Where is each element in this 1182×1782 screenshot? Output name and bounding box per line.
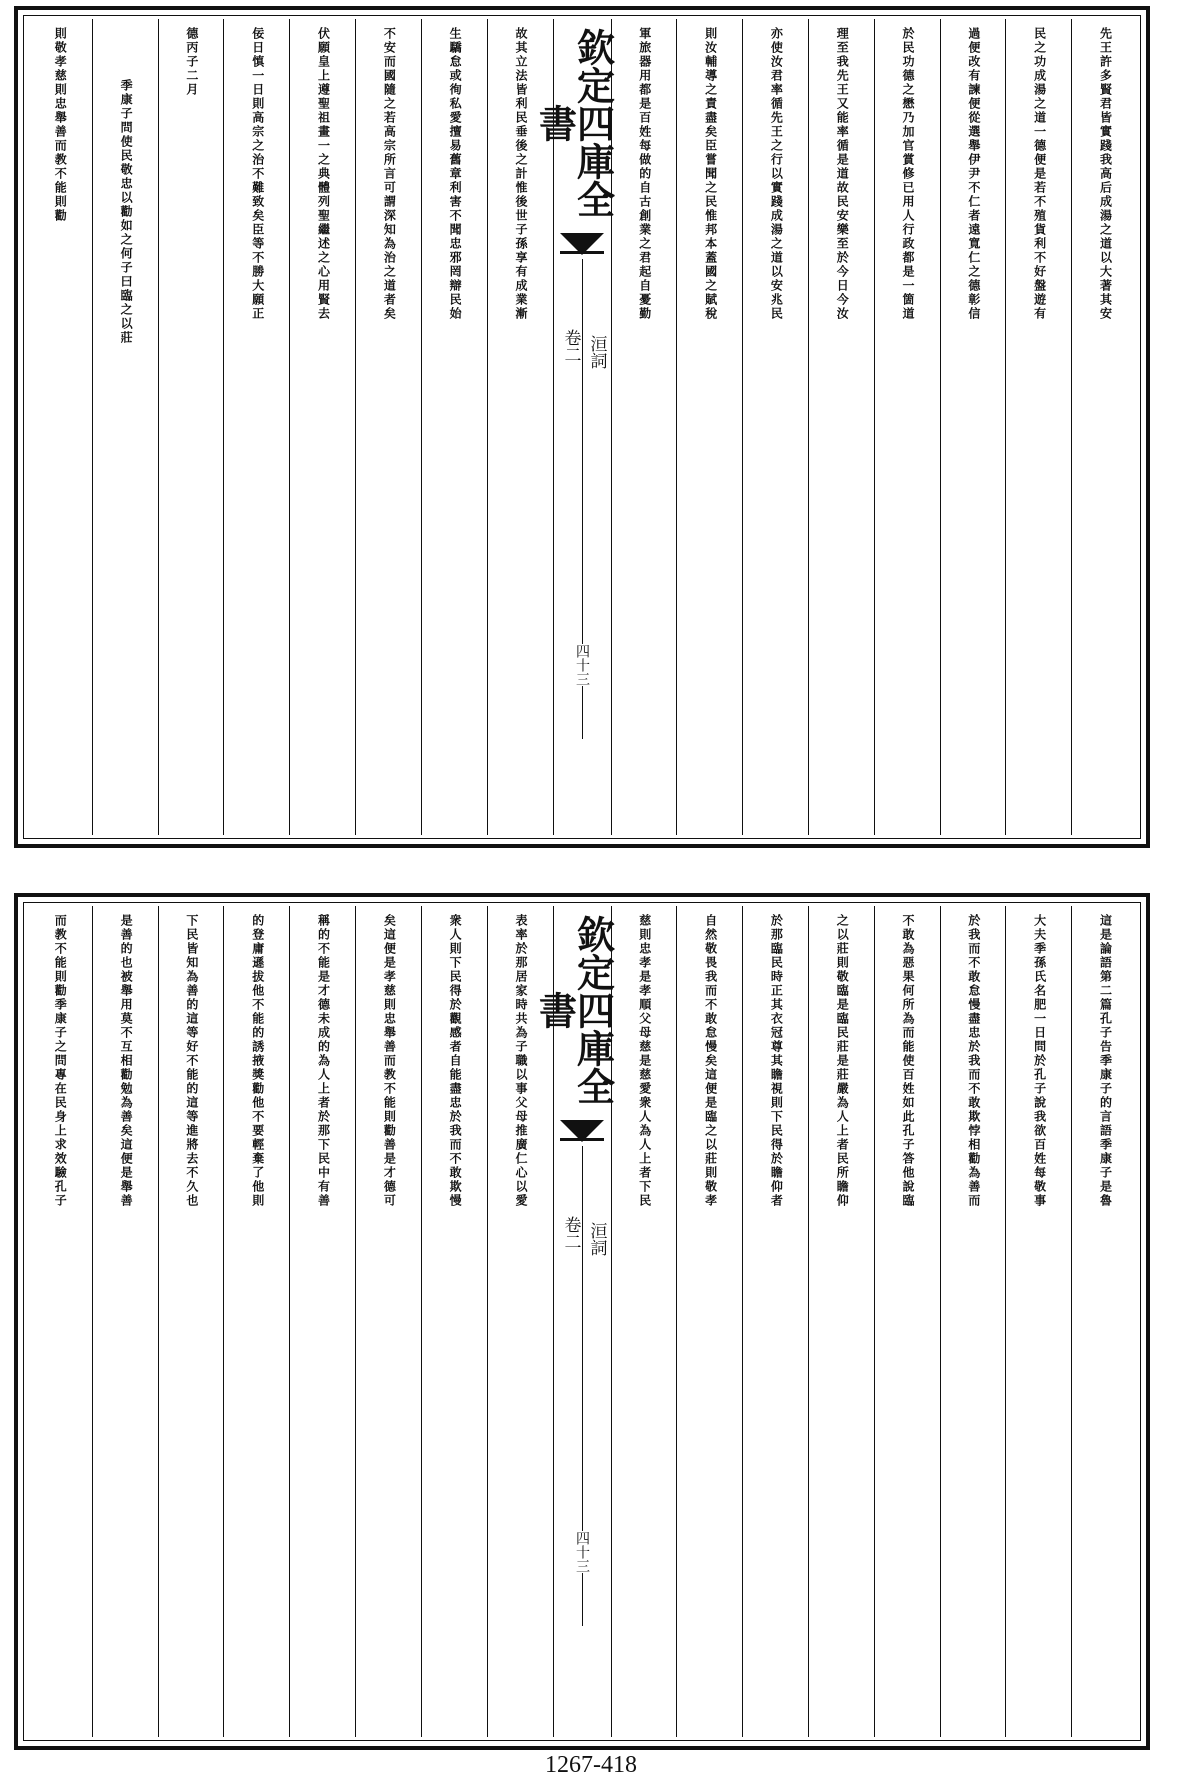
text-column: 軍旅器用都是百姓每做的自古創業之君起自憂勤: [612, 19, 678, 835]
text-column: 則敬孝慈則忠舉善而教不能則勸: [27, 19, 93, 835]
gutter-book-title: 洹詞: [586, 1222, 607, 1256]
text-column: 德丙子二月: [159, 19, 225, 835]
text-column: 表率於那居家時共為子職以事父母推廣仁心以愛: [488, 906, 554, 1737]
text-column: 伏願皇上遵聖祖畫一之典體列聖繼述之心用賢去: [290, 19, 356, 835]
text-column: 之以莊則敬臨是臨民莊是莊嚴為人上者民所瞻仰: [809, 906, 875, 1737]
text-column: 不安而國隨之若高宗所言可謂深知為治之道者矣: [356, 19, 422, 835]
text-column: 矣這便是孝慈則忠舉善而教不能則勸善是才德可: [356, 906, 422, 1737]
fishtail-bar: [560, 251, 604, 254]
text-column: 衆人則下民得於觀感者自能盡忠於我而不敢欺慢: [422, 906, 488, 1737]
text-column: 慈則忠孝是孝順父母慈是慈愛衆人為人上者下民: [612, 906, 678, 1737]
gutter-page-number: 四十三: [574, 1531, 590, 1573]
text-column: 生驕怠或徇私愛擅易舊章利害不聞忠邪罔辯民始: [422, 19, 488, 835]
text-column: 民之功成湯之道一德便是若不殖貨利不好盤遊有: [1006, 19, 1072, 835]
page-footer-number: 1267-418: [545, 1752, 637, 1778]
text-column: 是善的也被舉用莫不互相勸勉為善矣這便是舉善: [93, 906, 159, 1737]
text-column: 理至我先王又能率循是道故民安樂至於今日今汝: [809, 19, 875, 835]
text-column: 亦使汝君率循先王之行以實踐成湯之道以安兆民: [743, 19, 809, 835]
text-column: 季康子問使民敬忠以勸如之何子曰臨之以莊: [93, 19, 159, 835]
bottom-page: [14, 893, 1150, 1750]
text-column: 先王許多賢君皆實踐我高后成湯之道以大著其安: [1098, 27, 1113, 321]
top-columns: [27, 19, 1137, 835]
text-column: 於我而不敢怠慢盡忠於我而不敢欺悖相勸為善而: [941, 906, 1007, 1737]
text-column: 這是論語第二篇孔子告季康子的言語季康子是魯: [1098, 914, 1113, 1208]
gutter-book-title: 洹詞: [586, 335, 607, 369]
center-gutter: [532, 19, 616, 835]
text-column: 大夫季孫氏名肥一日問於孔子說我欲百姓每敬事: [1006, 906, 1072, 1737]
text-column: 於那臨民時正其衣冠尊其瞻視則下民得於瞻仰者: [743, 906, 809, 1737]
text-column: 不敢為惡果何所為而能使百姓如此孔子答他說臨: [875, 906, 941, 1737]
text-column: 佞日慎一日則高宗之治不難致矣臣等不勝大願正: [224, 19, 290, 835]
center-gutter: [532, 906, 616, 1737]
text-column: 於民功德之懋乃加官賞修已用人行政都是一箇道: [875, 19, 941, 835]
gutter-title: 欽定四庫全書: [532, 915, 616, 1105]
text-column: 稱的不能是才德未成的為人上者於那下民中有善: [290, 906, 356, 1737]
gutter-volume: 卷二: [560, 329, 581, 363]
gutter-page-number: 四十三: [574, 644, 590, 686]
text-column: 下民皆知為善的這等好不能的這等進將去不久也: [159, 906, 225, 1737]
bottom-columns: [27, 906, 1137, 1737]
fishtail-bar: [560, 1138, 604, 1141]
text-column: 而教不能則勸季康子之問專在民身上求效驗孔子: [27, 906, 93, 1737]
gutter-volume: 卷二: [560, 1216, 581, 1250]
text-column: 則汝輔導之責盡矣臣嘗聞之民惟邦本蓋國之賦稅: [677, 19, 743, 835]
top-page: [14, 6, 1150, 848]
text-column: 過便改有諫便從選舉伊尹不仁者遠寬仁之德彰信: [941, 19, 1007, 835]
text-column: 自然敬畏我而不敢怠慢矣這便是臨之以莊則敬孝: [677, 906, 743, 1737]
gutter-title: 欽定四庫全書: [532, 28, 616, 218]
text-column: 故其立法皆利民垂後之計惟後世子孫享有成業漸: [488, 19, 554, 835]
text-column: 的登庸遜拔他不能的誘掖獎勸他不要輕棄了他則: [224, 906, 290, 1737]
